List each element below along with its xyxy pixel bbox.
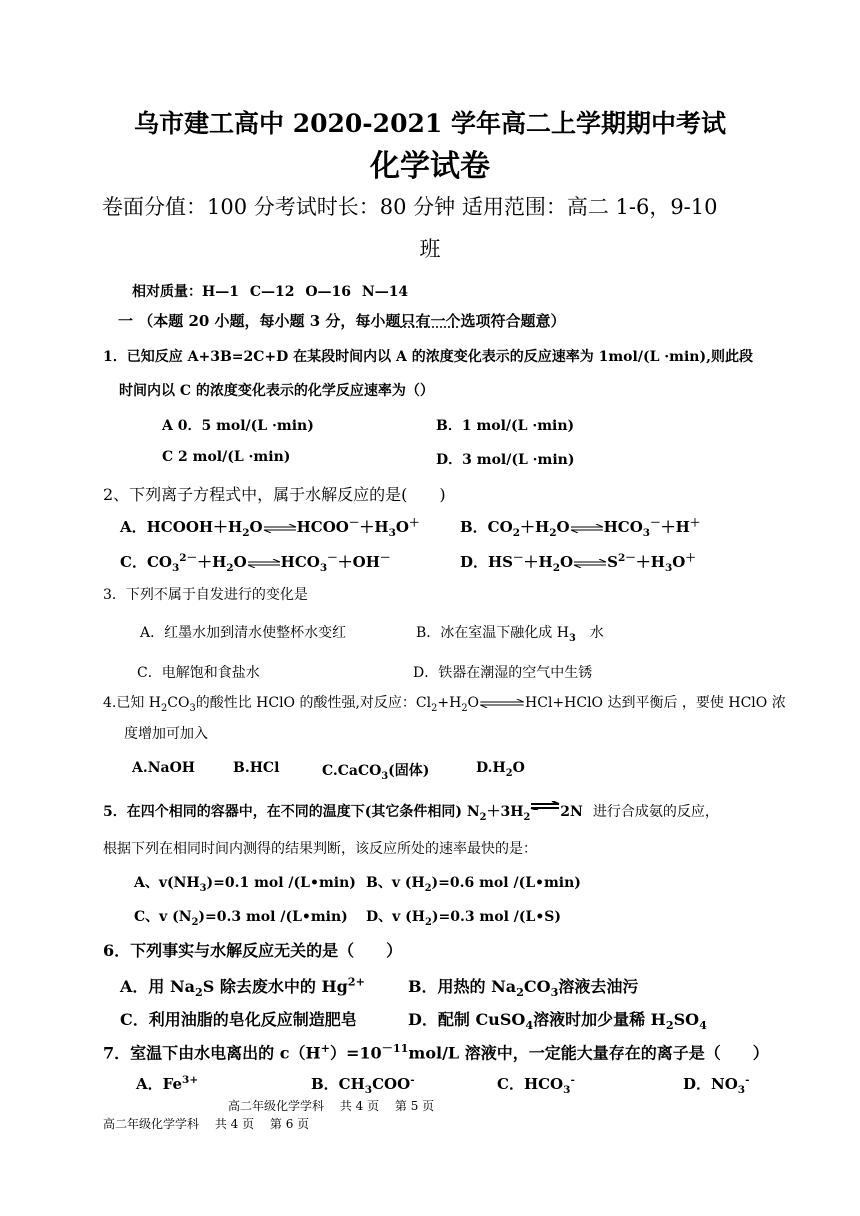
q6-option-c: C．利用油脂的皂化反应制造肥皂	[120, 1010, 357, 1029]
q2-option-b: B．$CO_2+H_2O$ $HCO_3^-+H^+$	[460, 517, 701, 539]
q4-option-b: B.HCl	[233, 760, 280, 776]
q7-option-a: A．$Fe^{3+}$	[136, 1074, 199, 1093]
q1-option-a: A 0．5 mol/(L ·min)	[162, 418, 314, 434]
q1-stem-line1: 1．已知反应 A+3B=2C+D 在某段时间内以 A 的浓度变化表示的反应速率为 1mol/(L ·min),则此段	[103, 349, 753, 365]
q3-option-b: B．冰在室温下融化成 $H_3$ 水	[416, 625, 604, 644]
q4-option-a: A.NaOH	[132, 760, 196, 776]
equilibrium-arrow-icon	[263, 524, 297, 533]
q6-option-d: D．配制 CuSO$_4$溶液时加少量稀 $H_2SO_4$	[408, 1010, 707, 1033]
q1-option-c: C 2 mol/(L ·min)	[162, 449, 291, 465]
exam-info-line1: 卷面分值：100 分考试时长：80 分钟 适用范围：高二 1-6，9-10	[102, 195, 718, 219]
q5-option-a: A、$v(NH_3)=0.1$ mol /(L•min)	[134, 875, 356, 894]
q1-option-b: B．1 mol/(L ·min)	[436, 418, 575, 434]
q1-option-d: D．3 mol/(L ·min)	[436, 452, 575, 468]
equilibrium-arrow-icon	[573, 559, 607, 568]
q5-stem-line2: 根据下列在相同时间内测得的结果判断，该反应所处的速率最快的是：	[103, 841, 537, 857]
q2-option-c: C．$CO_3^{2-}+H_2O$ $HCO_3^-+OH^-$	[120, 552, 391, 574]
q6-option-b: B．用热的 $Na_2CO_3$溶液去油污	[408, 977, 639, 1000]
q5-option-d: D、v $(H_2)=0.3$ mol /(L•S)	[366, 909, 562, 928]
q2-option-d: D．$HS^-+H_2O$ $S^{2-}+H_3O^+$	[460, 552, 696, 574]
section-emphasis: 只有一个	[400, 312, 461, 330]
q4-stem-line2: 度增加可加入	[124, 726, 208, 742]
q7-option-d: D．$NO_3^-$	[683, 1074, 750, 1096]
equilibrium-arrow-icon	[530, 801, 560, 810]
q4-stem-line1: 4.已知 $H_2CO_3$的酸性比 HClO 的酸性强,对反应：$Cl_2+H_2O$ HCl+HClO 达到平衡后 ，要使 HClO 浓	[103, 695, 786, 714]
q6-stem: 6．下列事实与水解反应无关的是（ ）	[103, 941, 403, 960]
q7-option-b: B．$CH_3COO^-$	[311, 1074, 415, 1096]
exam-title: 乌市建工高中 2020-2021 学年高二上学期期中考试	[134, 109, 726, 138]
q7-stem: 7．室温下由水电离出的 $c(H^+)=10^{-11}mol/L$ 溶液中，一定能大量存在的离子是（ ）	[103, 1041, 769, 1063]
exam-subtitle: 化学试卷	[370, 149, 490, 184]
equilibrium-arrow-icon	[570, 524, 604, 533]
q3-option-c: C．电解饱和食盐水	[137, 665, 260, 681]
exam-info-line2: 班	[419, 237, 441, 261]
q1-stem-line2: 时间内以 C 的浓度变化表示的化学反应速率为（）	[119, 383, 434, 399]
q5-stem-line1: 5．在四个相同的容器中，在不同的温度下(其它条件相同) $N_2+3H_2$ 2N 进行合成氨的反应，	[103, 801, 719, 823]
relative-mass-note: 相对质量：H—1 C—12 O—16 N—14	[132, 284, 409, 300]
q4-option-c: C.CaCO$_3$(固体)	[322, 763, 430, 782]
equilibrium-arrow-icon	[479, 699, 525, 708]
q3-option-d: D．铁器在潮湿的空气中生锈	[413, 665, 593, 681]
q3-stem: 3．下列不属于自发进行的变化是	[103, 587, 308, 603]
q5-option-b: B、v $(H_2)=0.6$ mol /(L•min)	[366, 875, 581, 894]
q2-option-a: A．$HCOOH+H_2O$ $HCOO^-+H_3O^+$	[120, 517, 420, 539]
q6-option-a: A．用 $Na_2S$ 除去废水中的 $Hg^{2+}$	[120, 974, 365, 1000]
q4-option-d: $D.H_2O$	[476, 760, 525, 779]
section-heading: 一 （本题 20 小题，每小题 3 分，每小题只有一个选项符合题意）	[118, 312, 566, 330]
footer-page-5: 高二年级化学学科 共 4 页 第 5 页	[228, 1099, 435, 1113]
q5-option-c: C、v $(N_2)=0.3$ mol /(L•min)	[134, 909, 348, 928]
q2-stem: 2、下列离子方程式中，属于水解反应的是( )	[103, 485, 446, 504]
q3-option-a: A．红墨水加到清水使整杯水变红	[140, 625, 347, 641]
q7-option-c: C．$HCO_3^-$	[497, 1074, 575, 1096]
equilibrium-arrow-icon	[247, 559, 281, 568]
footer-page-6: 高二年级化学学科 共 4 页 第 6 页	[103, 1117, 310, 1131]
